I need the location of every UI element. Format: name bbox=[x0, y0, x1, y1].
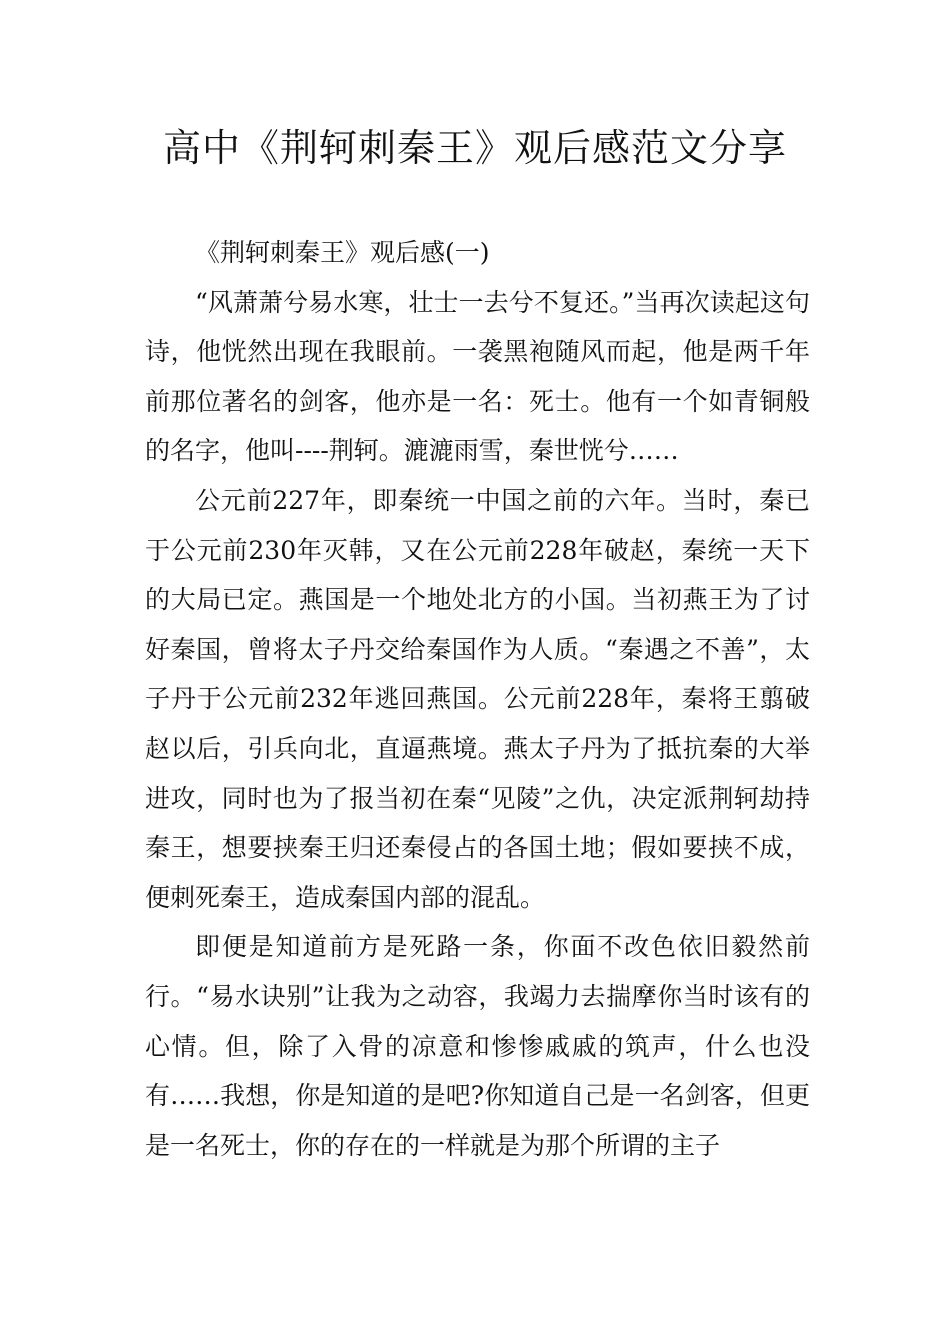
paragraph-1: “风萧萧兮易水寒，壮士一去兮不复还。”当再次读起这句诗，他恍然出现在我眼前。一袭黑袍随风而起，他是两千年前那位著名的剑客，他亦是一名：死士。他有一个如青铜般的名字，他叫----荆轲。漉漉雨雪，秦世恍兮…… bbox=[145, 287, 810, 466]
document-body bbox=[145, 228, 810, 1170]
paragraph-3: 即便是知道前方是死路一条，你面不改色依旧毅然前行。“易水诀别”让我为之动容，我竭力去揣摩你当时该有的心情。但，除了入骨的凉意和惨惨戚戚的筑声，什么也没有……我想，你是知道的是吧?你知道自己是一名剑客，但更是一名死士，你的存在的一样就是为那个所谓的主子 bbox=[145, 932, 810, 1160]
section-heading: 《荆轲刺秦王》观后感(一) bbox=[195, 238, 490, 267]
paragraph-2: 公元前227年，即秦统一中国之前的六年。当时，秦已于公元前230年灭韩，又在公元前228年破赵，秦统一天下的大局已定。燕国是一个地处北方的小国。当初燕王为了讨好秦国，曾将太子丹交给秦国作为人质。“秦遇之不善”，太子丹于公元前232年逃回燕国。公元前228年，秦将王翦破赵以后，引兵向北，直逼燕境。燕太子丹为了抵抗秦的大举进攻，同时也为了报当初在秦“见陵”之仇，决定派荆轲劫持秦王，想要挟秦王归还秦侵占的各国土地；假如要挟不成，便刺死秦王，造成秦国内部的混乱。 bbox=[145, 485, 810, 912]
document-title: 高中《荆轲刺秦王》观后感范文分享 bbox=[162, 126, 787, 170]
